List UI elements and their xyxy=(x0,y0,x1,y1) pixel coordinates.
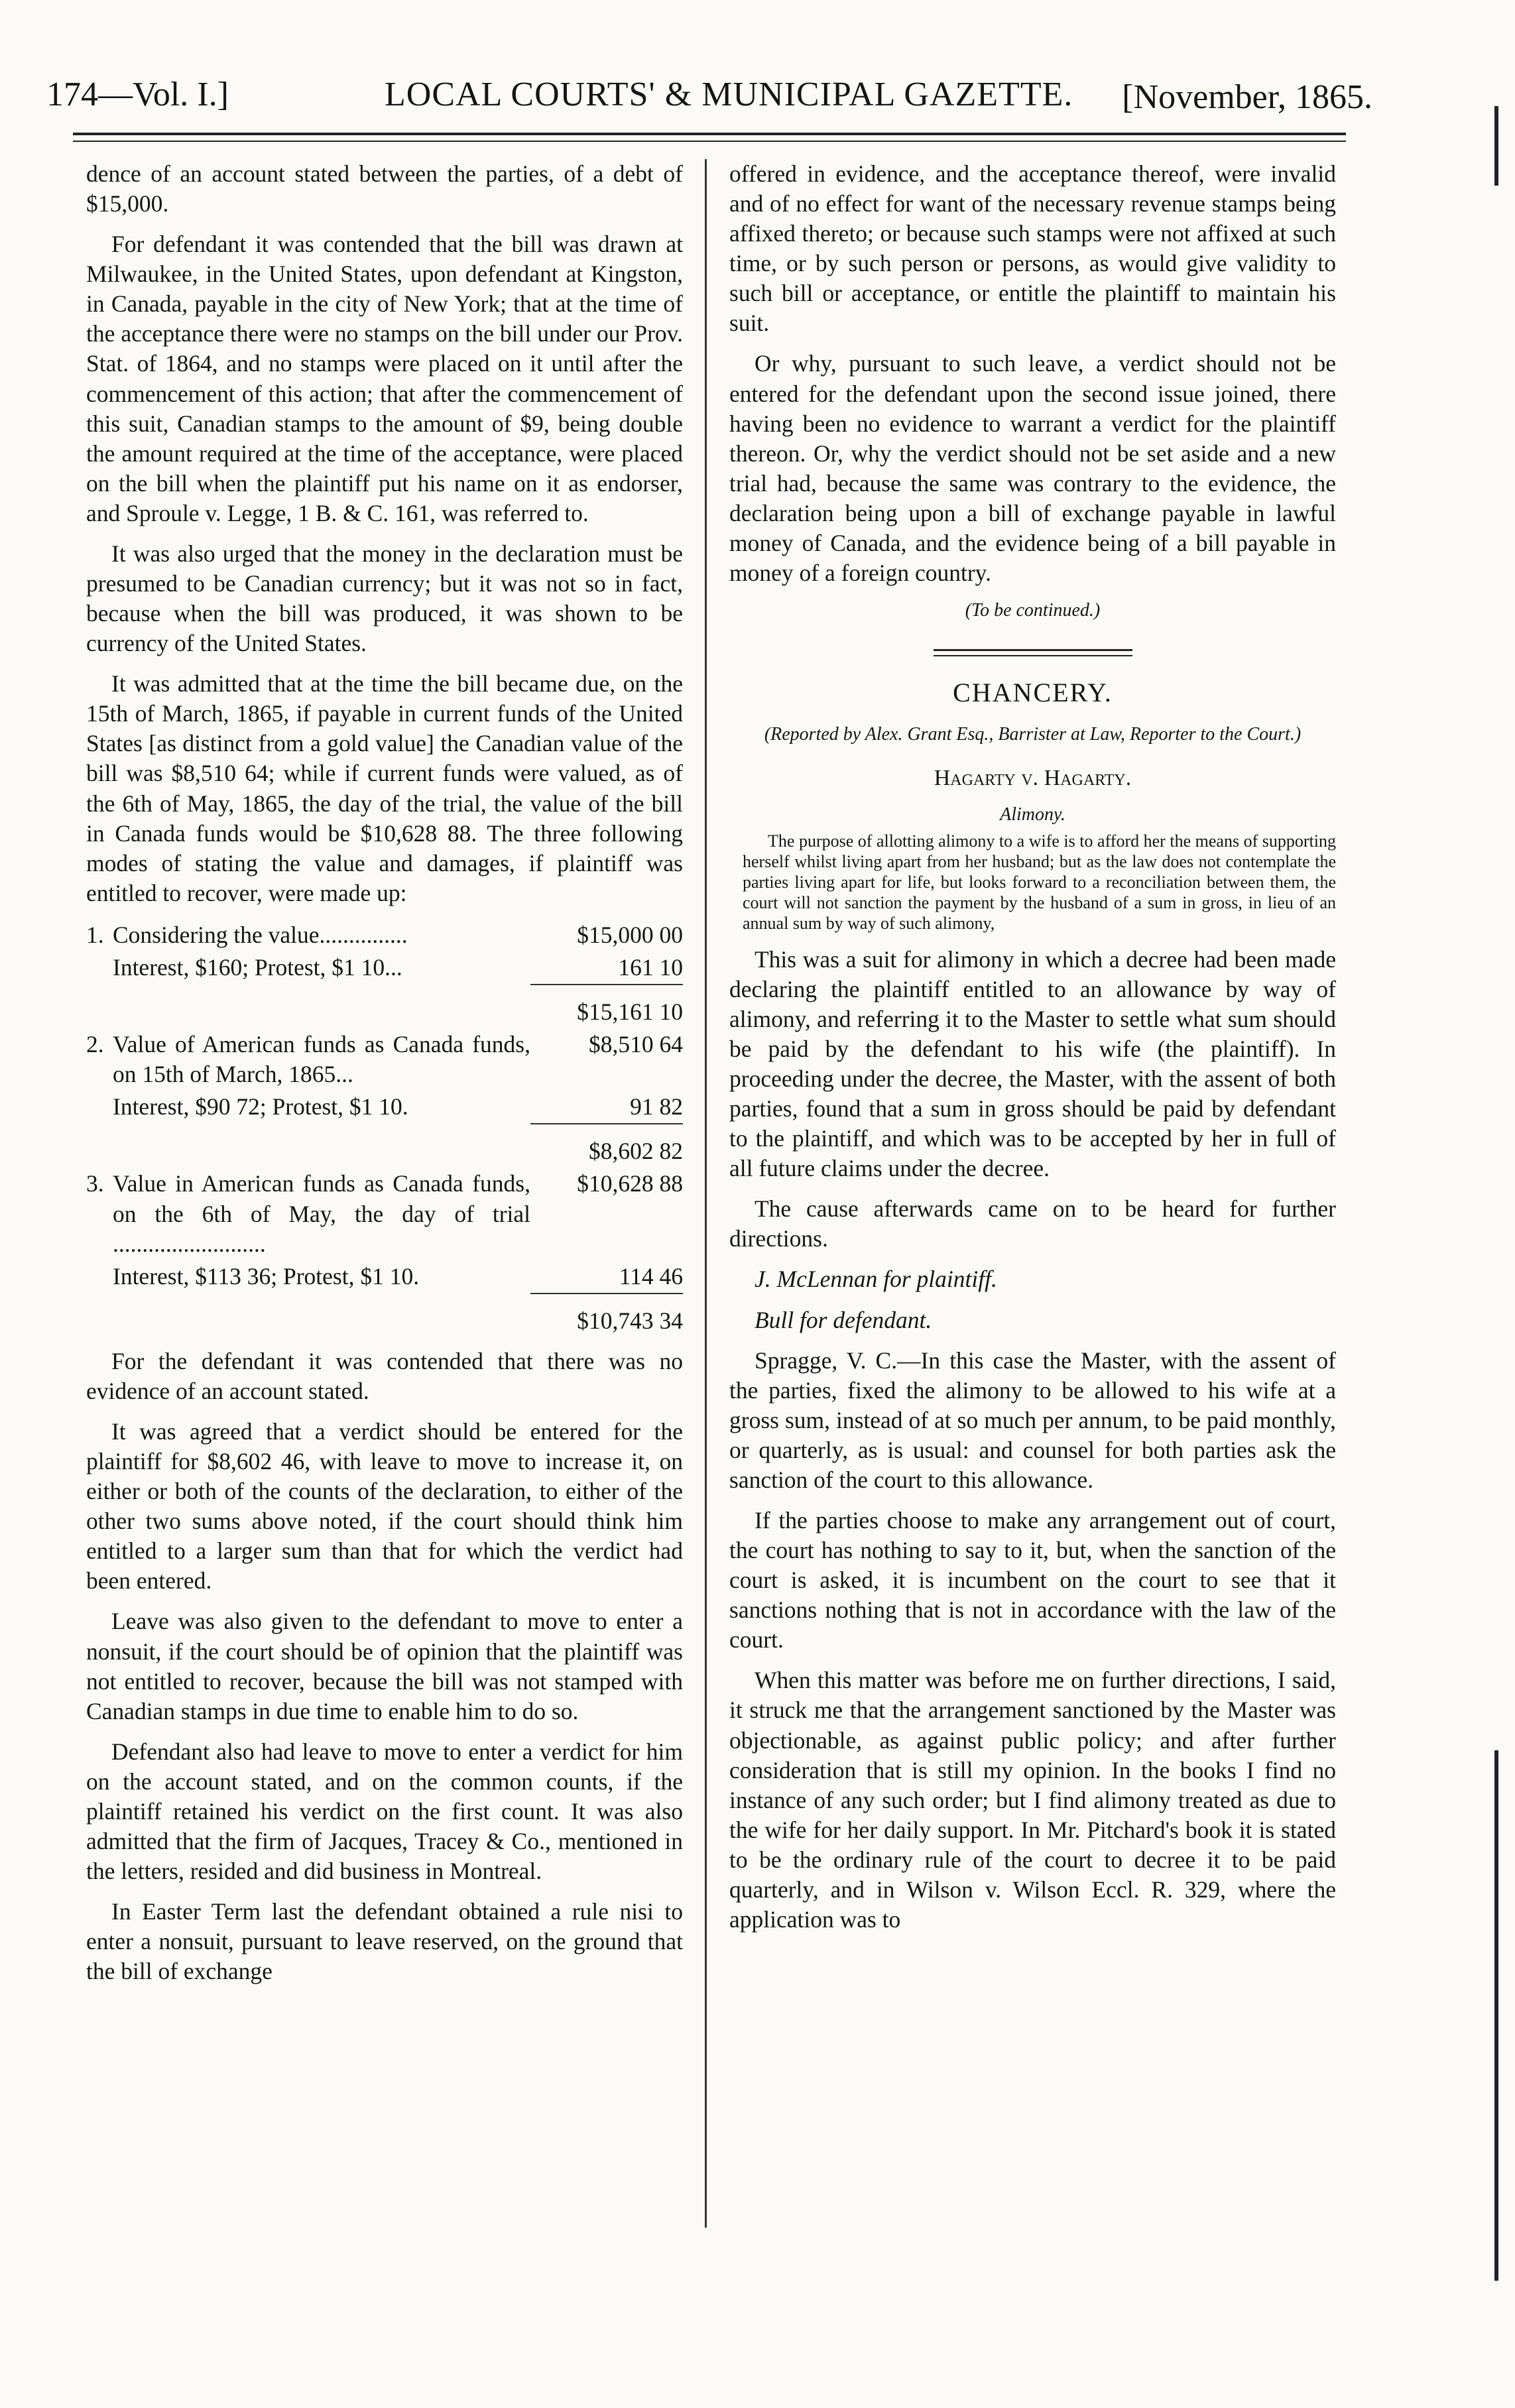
calc-amount: $15,000 00 xyxy=(577,921,683,948)
calc-label: Interest, $113 36; Protest, $1 10. xyxy=(113,1262,420,1290)
calc-num xyxy=(86,1124,113,1168)
headnote: The purpose of allotting alimony to a wife is to afford her the means of supporting herself whilst living apart from her husband; but as the law does not contemplate the parties living apart for life, but looks forward to a reconciliation between them, the court will not sanction the payment by the husband of a sum in gross, in lieu of an annual sum by way of such alimony, xyxy=(743,831,1336,933)
paragraph: Spragge, V. C.—In this case the Master, with the assent of the parties, fixed the alimony to be allowed to his wife at a gross sum, instead of at so much per annum, to be paid monthly, or quarterly, as is usual: and counsel for both parties ask the sanction of the court to this allowance. xyxy=(729,1347,1336,1493)
calc-row xyxy=(86,951,683,985)
calc-num: 3. xyxy=(86,1170,104,1197)
calc-num: 2. xyxy=(86,1031,104,1058)
calc-label: Considering the value............... xyxy=(113,921,408,948)
page-edge-mark xyxy=(1494,106,1498,186)
paragraph: For the defendant it was contended that there was no evidence of an account stated. xyxy=(86,1347,683,1404)
column-divider xyxy=(705,159,707,2228)
calc-row xyxy=(86,1091,683,1124)
case-subject: Alimony. xyxy=(1000,804,1065,825)
paragraph: Defendant also had leave to move to enter a verdict for him on the account stated, and on the common counts, if the plaintiff retained his verdict on the first count. It was also admitted that the firm of Jacques, Tracey & Co., mentioned in the letters, resided and did business in Montreal. xyxy=(86,1738,683,1885)
page-header xyxy=(46,63,1372,123)
header-rule-thick xyxy=(73,133,1346,135)
calc-row xyxy=(86,1260,683,1294)
paragraph: It was agreed that a verdict should be entered for the plaintiff for $8,602 46, with leave to move to increase it, on either or both of the counts of the declaration, to either of the other two sums above noted, if the court should think him entitled to a larger sum than that for which the verdict had been entered. xyxy=(86,1417,683,1595)
paragraph: Or why, pursuant to such leave, a verdict should not be entered for the defendant upon the second issue joined, there having been no evidence to warrant a verdict for the plaintiff thereon. Or, why the verdict should not be set aside and a new trial had, because the same was contrary to the evidence, the declaration being upon a bill of exchange payable in lawful money of Canada, and the evidence being of a bill payable in money of a foreign country. xyxy=(729,350,1336,587)
paragraph: The cause afterwards came on to be heard for further directions. xyxy=(729,1195,1336,1252)
reporter-note: (Reported by Alex. Grant Esq., Barrister at Law, Reporter to the Court.) xyxy=(764,724,1302,745)
paragraph: offered in evidence, and the acceptance thereof, were invalid and of no effect for want of the necessary revenue stamps being affixed thereto; or because such stamps were not affixed at such time, or by such person or persons, as would give validity to such bill or acceptance, or entitle the plaintiff to maintain his suit. xyxy=(729,160,1336,337)
calc-amount: 91 82 xyxy=(630,1093,683,1120)
calc-num xyxy=(86,1091,113,1124)
calc-label: Value of American funds as Canada funds, on 15th of March, 1865... xyxy=(113,1031,530,1088)
calc-num xyxy=(86,1294,113,1337)
paragraph: In Easter Term last the defendant obtained a rule nisi to enter a nonsuit, pursuant to leave reserved, on the ground that the bill of exchange xyxy=(86,1898,683,1985)
calc-amount: $10,743 34 xyxy=(530,1294,683,1337)
counsel-defendant: Bull for defendant. xyxy=(755,1306,932,1333)
calc-label xyxy=(113,985,530,1028)
calc-amount: $8,510 64 xyxy=(589,1031,683,1058)
paragraph: For defendant it was contended that the bill was drawn at Milwaukee, in the United States, upon defendant at Kingston, in Canada, payable in the city of New York; that at the time of the acceptance there were no stamps on the bill under our Prov. Stat. of 1864, and no stamps were placed on it until after the commencement of this action; that after the commencement of this suit, Canadian stamps to the amount of $9, being double the amount required at the time of the acceptance, were placed on the bill when the plaintiff put his name on it as endorser, and Sproule v. Legge, 1 B. & C. 161, was referred to. xyxy=(86,231,683,526)
calc-amount: 114 46 xyxy=(619,1262,683,1290)
calc-total-row xyxy=(86,985,683,1028)
paragraph: This was a suit for alimony in which a decree had been made declaring the plaintiff entitled to an allowance by way of alimony, and referring it to the Master to settle what sum should be paid by the defendant to his wife (the plaintiff). In proceeding under the decree, the Master, with the assent of both parties, found that a sum in gross should be paid by defendant to the plaintiff, and which was to be accepted by her in full of all future claims under the decree. xyxy=(729,945,1336,1182)
page-edge-mark-lower xyxy=(1494,1750,1498,2281)
calc-row xyxy=(86,1168,683,1260)
calc-total-row xyxy=(86,1294,683,1337)
case-title: Hagarty v. Hagarty. xyxy=(934,765,1132,790)
paragraph: It was also urged that the money in the declaration must be presumed to be Canadian currency; but it was not so in fact, because when the bill was produced, it was shown to be currency of the United States. xyxy=(86,540,683,657)
calc-amount: $15,161 10 xyxy=(530,985,683,1028)
calc-total-row xyxy=(86,1124,683,1168)
to-be-continued: (To be continued.) xyxy=(965,600,1101,621)
calc-label xyxy=(113,1294,530,1337)
paragraph: When this matter was before me on further directions, I said, it struck me that the arrangement sanctioned by the Master was objectionable, as against public policy; and after further consideration that is still my opinion. In the books I find no instance of any such order; but I find alimony treated as due to the wife for her daily support. In Mr. Pitchard's book it is stated to be the ordinary rule of the court to decree it to be paid quarterly, and in Wilson v. Wilson Eccl. R. 329, where the application was to xyxy=(729,1667,1336,1933)
calc-label xyxy=(113,1124,530,1168)
counsel-plaintiff: J. McLennan for plaintiff. xyxy=(755,1266,997,1293)
page-number-volume: 174—Vol. I.] xyxy=(46,76,229,113)
paragraph: dence of an account stated between the parties, of a debt of $15,000. xyxy=(86,160,683,217)
calc-label: Interest, $90 72; Protest, $1 10. xyxy=(113,1093,408,1120)
paragraph: Leave was also given to the defendant to move to enter a nonsuit, if the court should be of opinion that the plaintiff was not entitled to recover, because the bill was not stamped with Canadian stamps in due time to enable him to do so. xyxy=(86,1608,683,1724)
paragraph: It was admitted that at the time the bill became due, on the 15th of March, 1865, if payable in current funds of the United States [as distinct from a gold value] the Canadian value of the bill was $8,510 64; while if current funds were valued, as of the 6th of May, 1865, the day of the trial, the value of the bill in Canada funds would be $10,628 88. The three following modes of stating the value and damages, if plaintiff was entitled to recover, were made up: xyxy=(86,670,683,906)
calc-amount: $10,628 88 xyxy=(577,1170,683,1197)
calc-num xyxy=(86,985,113,1028)
calc-num xyxy=(86,1260,113,1294)
header-rule-thin xyxy=(73,141,1346,142)
right-column xyxy=(729,159,1336,2347)
calc-row xyxy=(86,1028,683,1091)
calc-label: Interest, $160; Protest, $1 10... xyxy=(113,953,402,981)
section-rule-thick xyxy=(934,649,1132,651)
section-title: CHANCERY. xyxy=(953,677,1113,707)
calc-num xyxy=(86,951,113,985)
issue-date: [November, 1865. xyxy=(1122,78,1372,116)
calc-row xyxy=(86,919,683,951)
calc-label: Value in American funds as Canada funds, on the 6th of May, the day of trial .......................... xyxy=(113,1170,530,1257)
calc-num: 1. xyxy=(86,921,104,948)
calc-amount: 161 10 xyxy=(618,953,683,981)
left-column xyxy=(86,159,683,2347)
publication-title: LOCAL COURTS' & MUNICIPAL GAZETTE. xyxy=(385,76,1073,113)
paragraph: If the parties choose to make any arrangement out of court, the court has nothing to say to it, but, when the sanction of the court is asked, it is incumbent on the court to see that it sanctions nothing that is not in accordance with the law of the court. xyxy=(729,1506,1336,1654)
section-rule-thin xyxy=(934,655,1132,656)
damages-calculation xyxy=(86,919,683,1337)
calc-amount: $8,602 82 xyxy=(530,1124,683,1168)
